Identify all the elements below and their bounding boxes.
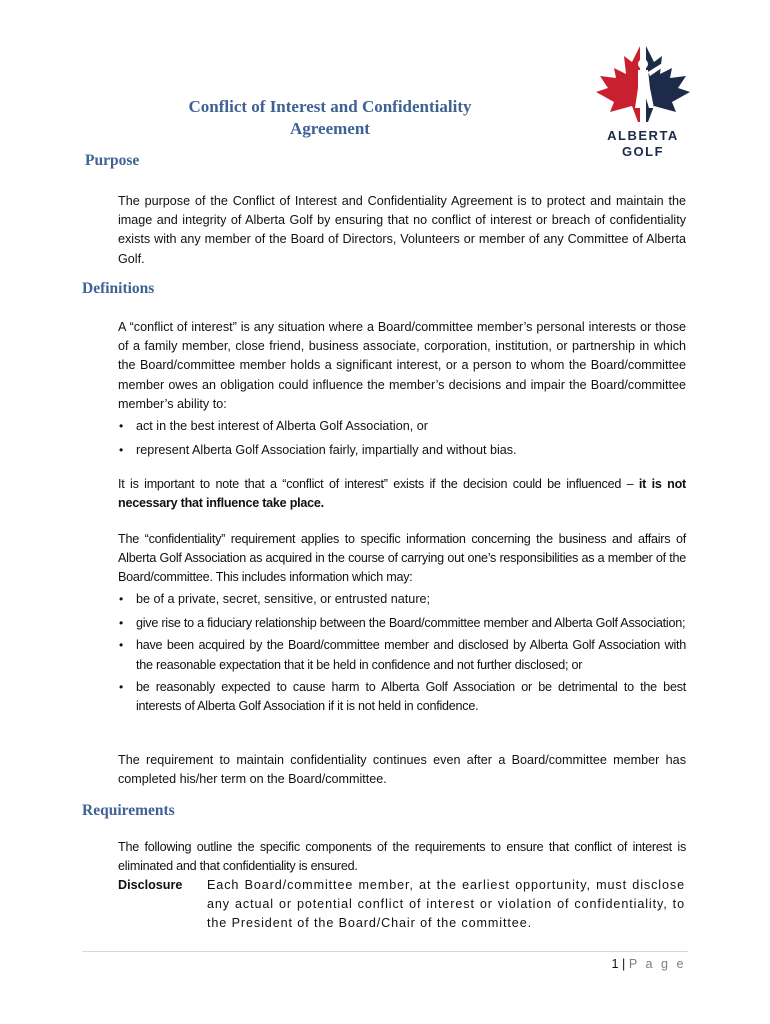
list-item: • have been acquired by the Board/committee member and disclosed by Alberta Golf Association with the reasonable expectation that it be held in confidence and not further disclosed; or bbox=[119, 638, 686, 672]
page-separator: | bbox=[622, 957, 626, 971]
list-item: • be of a private, secret, sensitive, or entrusted nature; bbox=[118, 590, 686, 609]
bullet-icon: • bbox=[119, 419, 124, 433]
list-item: • be reasonably expected to cause harm to Alberta Golf Association or be detrimental to the best interests of Alberta Golf Association if it is not held in confidence. bbox=[119, 679, 686, 714]
bullet-icon: • bbox=[119, 616, 123, 631]
influence-note-paragraph bbox=[118, 475, 686, 513]
bullet-icon: • bbox=[119, 443, 124, 458]
logo-text-golf: GOLF bbox=[621, 144, 665, 159]
disclosure-label: Disclosure bbox=[118, 878, 183, 892]
list-item: • act in the best interest of Alberta Golf Association, or bbox=[118, 417, 686, 436]
alberta-golf-logo bbox=[588, 42, 698, 162]
list-item: • represent Alberta Golf Association fairly, impartially and without bias. bbox=[118, 441, 686, 460]
list-item: • give rise to a fiduciary relationship between the Board/committee member and Alberta Golf Association; bbox=[118, 614, 686, 633]
disclosure-text: Each Board/committee member, at the earliest opportunity, must disclose any actual or potential conflict of interest or violation of confidentiality, to the President of the Board/Chair of the committee. bbox=[207, 878, 685, 930]
page-label: P a g e bbox=[628, 957, 686, 971]
requirements-intro-paragraph: The following outline the specific components of the requirements to ensure that conflict of interest is eliminated and that confidentiality is ensured. bbox=[118, 840, 686, 874]
bullet-icon: • bbox=[119, 638, 123, 653]
footer-divider bbox=[82, 951, 688, 952]
document-title bbox=[150, 96, 510, 140]
confidentiality-paragraph: The “confidentiality” requirement applies to specific information concerning the business and affairs of Alberta Golf Association as acquired in the course of carrying out one’s responsibilities as a member of the Board/committee. This includes information which may: bbox=[118, 532, 686, 585]
requirements-heading: Requirements bbox=[82, 802, 175, 819]
title-line-2: Agreement bbox=[290, 119, 370, 138]
bullet-icon: • bbox=[119, 679, 123, 694]
maple-leaf-golfer-icon bbox=[588, 42, 698, 124]
page-footer bbox=[560, 955, 686, 973]
influence-note-text: It is important to note that a “conflict of interest” exists if the decision could be influenced – bbox=[118, 477, 639, 491]
confidentiality-continuation-paragraph: The requirement to maintain confidentiality continues even after a Board/committee member has completed his/her term on the Board/committee. bbox=[118, 753, 686, 787]
logo-text-alberta: ALBERTA bbox=[607, 128, 679, 143]
influence-note-bold: it is not necessary that influence take place. bbox=[118, 477, 686, 511]
title-line-1: Conflict of Interest and Confidentiality bbox=[188, 97, 472, 116]
purpose-paragraph: The purpose of the Conflict of Interest and Confidentiality Agreement is to protect and maintain the image and integrity of Alberta Golf by ensuring that no conflict of interest or breach of confidentiality exists with any member of the Board of Directors, Volunteers or member of any Committee of Alberta Golf. bbox=[118, 194, 686, 266]
conflict-bullet-list bbox=[118, 417, 686, 460]
purpose-heading: Purpose bbox=[85, 152, 140, 169]
confidentiality-bullet-list bbox=[118, 590, 686, 716]
definitions-heading: Definitions bbox=[82, 280, 155, 297]
conflict-of-interest-paragraph: A “conflict of interest” is any situation where a Board/committee member’s personal interests or those of a family member, close friend, business associate, corporation, institution, or partnership in which the Board/committee member holds a significant interest, or a person to whom the Board/committee member owes an obligation could influence the member’s decisions and impair the Board/committee member’s ability to: bbox=[118, 320, 686, 411]
bullet-icon: • bbox=[119, 592, 124, 606]
page-number: 1 bbox=[611, 957, 619, 971]
